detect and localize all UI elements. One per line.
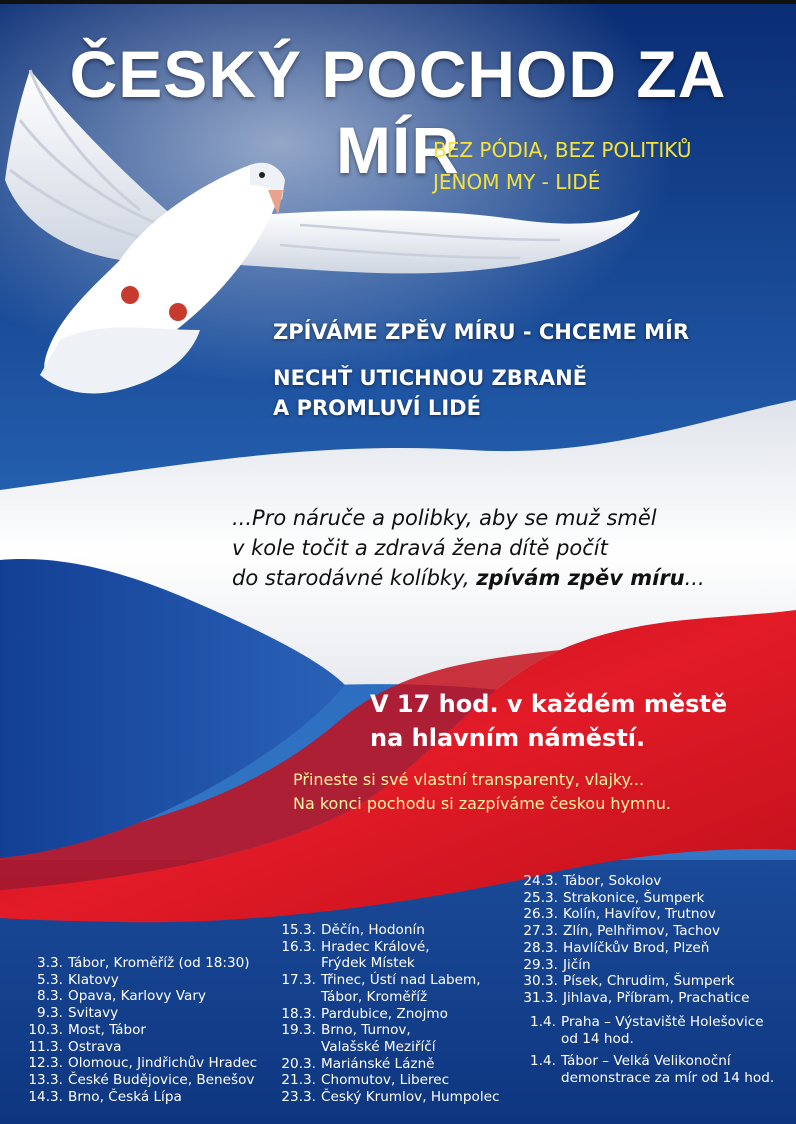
schedule-entry (268, 989, 499, 1006)
schedule-entry (268, 939, 499, 956)
slogan-line: ZPÍVÁME ZPĚV MÍRU - CHCEME MÍR (273, 320, 690, 344)
schedule-date: 21.3. (281, 1072, 316, 1089)
schedule-entry (508, 923, 750, 940)
poster-title: ČESKÝ POCHOD ZA MÍR (69, 37, 727, 187)
info-line: Na konci pochodu si zazpíváme českou hymnu. (293, 794, 671, 813)
schedule-date: 1.4. (530, 1014, 556, 1030)
schedule-entry (268, 1089, 499, 1106)
schedule-entry (508, 990, 750, 1007)
schedule-entry (10, 1072, 257, 1089)
schedule-places: Kolín, Havířov, Trutnov (563, 906, 716, 923)
schedule-date: 27.3. (523, 923, 558, 940)
slogan-line: A PROMLUVÍ LIDÉ (273, 396, 481, 420)
schedule-entry (268, 1072, 499, 1089)
schedule-date: 25.3. (523, 889, 558, 906)
schedule-entry (268, 955, 499, 972)
schedule-place-line: demonstrace za mír od 14 hod. (561, 1069, 775, 1086)
schedule-place-line: Tábor – Velká Velikonoční (561, 1053, 731, 1069)
schedule-entry (10, 1039, 257, 1056)
schedule-entry (268, 1056, 499, 1073)
schedule-date: 31.3. (523, 989, 558, 1006)
event-time-line: V 17 hod. v každém městě (370, 690, 728, 718)
schedule-places: Pardubice, Znojmo (321, 1005, 448, 1022)
schedule-places: Tábor, Kroměříž (od 18:30) (68, 955, 250, 971)
schedule-places: Zlín, Pelhřimov, Tachov (563, 923, 721, 940)
schedule-column-1 (10, 955, 257, 1105)
schedule-places (561, 1014, 764, 1047)
slogan-line: NECHŤ UTICHNOU ZBRANĚ (273, 366, 588, 390)
schedule-date: 18.3. (281, 1005, 316, 1022)
schedule-places: Most, Tábor (68, 1021, 147, 1038)
schedule-date: 26.3. (523, 906, 558, 923)
schedule-places: Děčín, Hodonín (321, 922, 425, 938)
schedule-entry (268, 922, 499, 939)
schedule-places: Tábor, Kroměříž (321, 988, 428, 1005)
schedule-places: České Budějovice, Benešov (68, 1071, 255, 1088)
schedule-date: 29.3. (523, 956, 558, 973)
schedule-places: Třinec, Ústí nad Labem, (321, 972, 481, 989)
schedule-places: Písek, Chrudim, Šumperk (563, 973, 735, 990)
schedule-date: 11.3. (28, 1038, 63, 1055)
schedule-date: 30.3. (523, 973, 558, 990)
schedule-places: Strakonice, Šumperk (563, 889, 705, 906)
schedule-entry (10, 1055, 257, 1072)
schedule-entry (268, 972, 499, 989)
schedule-date: 5.3. (37, 971, 63, 988)
schedule-entry (10, 988, 257, 1005)
schedule-entry (508, 873, 750, 890)
schedule-column-2 (268, 922, 499, 1106)
schedule-places: Hradec Králové, (321, 938, 430, 955)
subtitle-line: BEZ PÓDIA, BEZ POLITIKŮ (433, 138, 692, 162)
schedule-places: Ostrava (68, 1038, 122, 1055)
schedule-places: Mariánské Lázně (321, 1055, 435, 1072)
schedule-date: 19.3. (281, 1022, 316, 1039)
schedule-column-3 (508, 873, 750, 1007)
schedule-entry (10, 1005, 257, 1022)
schedule-date: 3.3. (37, 955, 63, 971)
schedule-places: Klatovy (68, 971, 119, 988)
info-line: Přineste si své vlastní transparenty, vlajky... (293, 770, 645, 789)
schedule-places (561, 1053, 774, 1086)
schedule-places: Olomouc, Jindřichův Hradec (68, 1055, 258, 1072)
schedule-date: 8.3. (37, 988, 63, 1005)
schedule-entry (268, 1039, 499, 1056)
schedule-places: Valašské Meziříčí (321, 1038, 436, 1055)
schedule-places: Chomutov, Liberec (321, 1072, 450, 1089)
schedule-places: Frýdek Místek (321, 955, 415, 972)
schedule-places: Havlíčkův Brod, Plzeň (563, 939, 710, 956)
schedule-entry (10, 1022, 257, 1039)
schedule-entry (10, 955, 257, 972)
schedule-places: Svitavy (68, 1005, 119, 1022)
schedule-entry (508, 906, 750, 923)
schedule-date: 24.3. (523, 873, 558, 889)
quote-line (232, 566, 705, 590)
quote-text: do starodávné kolíbky, (232, 566, 477, 590)
schedule-place-line: Praha – Výstaviště Holešovice (561, 1014, 764, 1030)
schedule-places: Český Krumlov, Humpolec (321, 1089, 500, 1106)
schedule-places: Brno, Česká Lípa (68, 1088, 182, 1105)
schedule-entry (508, 890, 750, 907)
schedule-date: 12.3. (28, 1055, 63, 1072)
schedule-entry (268, 1006, 499, 1023)
schedule-final-entry (528, 1014, 764, 1047)
schedule-date: 15.3. (281, 922, 316, 938)
schedule-entry (508, 957, 750, 974)
schedule-entry (508, 940, 750, 957)
schedule-date: 9.3. (37, 1005, 63, 1022)
schedule-places: Jičín (563, 956, 591, 973)
schedule-entry (268, 1022, 499, 1039)
schedule-date: 10.3. (28, 1021, 63, 1038)
schedule-entry (10, 1089, 257, 1106)
schedule-date: 20.3. (281, 1055, 316, 1072)
schedule-final-entry (528, 1053, 774, 1086)
quote-line: ...Pro náruče a polibky, aby se muž směl (232, 506, 657, 530)
schedule-entry (508, 973, 750, 990)
schedule-places: Brno, Turnov, (321, 1022, 411, 1039)
schedule-date: 14.3. (28, 1088, 63, 1105)
event-place-line: na hlavním náměstí. (370, 724, 646, 752)
schedule-date: 13.3. (28, 1071, 63, 1088)
quote-line: v kole točit a zdravá žena dítě počít (232, 536, 608, 560)
schedule-date: 16.3. (281, 938, 316, 955)
schedule-date: 17.3. (281, 972, 316, 989)
schedule-places: Tábor, Sokolov (563, 873, 662, 889)
schedule-date: 1.4. (530, 1053, 556, 1069)
subtitle-line: JENOM MY - LIDÉ (433, 170, 601, 194)
quote-emphasis: zpívám zpěv míru (476, 566, 685, 590)
schedule-places: Jihlava, Příbram, Prachatice (563, 989, 750, 1006)
schedule-date: 28.3. (523, 939, 558, 956)
schedule-date: 23.3. (281, 1089, 316, 1106)
quote-ellipsis: ... (684, 566, 705, 590)
schedule-places: Opava, Karlovy Vary (68, 988, 206, 1005)
schedule-entry (10, 972, 257, 989)
schedule-place-line: od 14 hod. (561, 1030, 634, 1047)
